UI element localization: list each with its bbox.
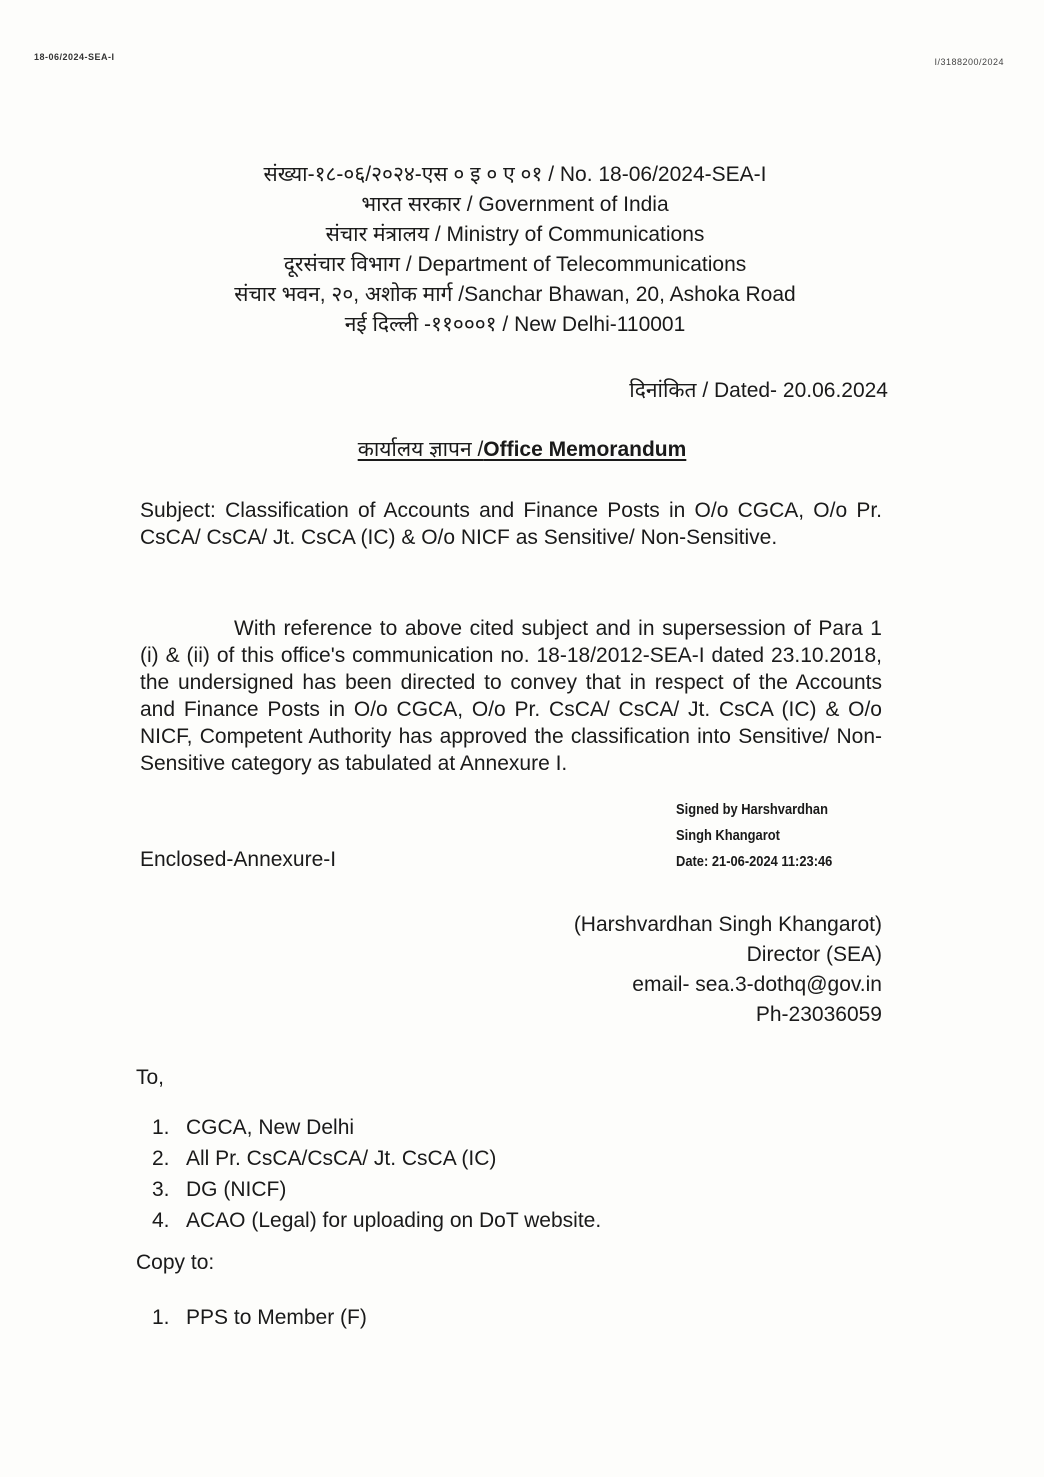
list-item: 4. ACAO (Legal) for uploading on DoT website. bbox=[152, 1209, 602, 1232]
government-line: भारत सरकार / Government of India bbox=[361, 193, 669, 216]
enclosure-note: Enclosed-Annexure-I bbox=[140, 848, 337, 871]
list-item: 2. All Pr. CsCA/CsCA/ Jt. CsCA (IC) bbox=[152, 1147, 497, 1170]
file-number: संख्या-१८-०६/२०२४-एस ० इ ० ए ०१ / No. 18-06/2024-SEA-I bbox=[263, 163, 767, 186]
copy-to-list bbox=[152, 1302, 367, 1333]
title-english: Office Memorandum bbox=[483, 438, 687, 461]
letterhead bbox=[140, 160, 890, 340]
body-paragraph: With reference to above cited subject and in supersession of Para 1 (i) & (ii) of this office's communication no. 18-18/2012-SEA-I dated 23.10.2018, the undersigned has been directed to convey that in respect of the Accounts and Finance Posts in O/o CGCA, O/o Pr. CsCA/ CsCA/ Jt. CsCA (IC) & O/o NICF, Competent Authority has approved the classification into Sensitive/ Non-Sensitive category as tabulated at Annexure I. bbox=[140, 617, 882, 775]
ministry-line: संचार मंत्रालय / Ministry of Communications bbox=[325, 223, 705, 246]
list-item: 1. PPS to Member (F) bbox=[152, 1306, 367, 1329]
city-line: नई दिल्ली -११०००१ / New Delhi-110001 bbox=[344, 313, 686, 336]
subject-paragraph: Subject: Classification of Accounts and Finance Posts in O/o CGCA, O/o Pr. CsCA/ CsCA/ Jt. CsCA (IC) & O/o NICF as Sensitive/ Non-Sensitive. bbox=[140, 499, 882, 549]
signatory-phone: Ph-23036059 bbox=[755, 1003, 882, 1026]
file-reference-top-left: 18-06/2024-SEA-I bbox=[34, 52, 115, 62]
to-label: To, bbox=[136, 1066, 165, 1089]
list-item: 1. CGCA, New Delhi bbox=[152, 1116, 355, 1139]
signature-date: Date: 21-06-2024 11:23:46 bbox=[676, 853, 833, 870]
date-line: दिनांकित / Dated- 20.06.2024 bbox=[629, 379, 888, 402]
copy-to-label: Copy to: bbox=[136, 1251, 215, 1274]
signatory-name: (Harshvardhan Singh Khangarot) bbox=[573, 913, 882, 936]
recipient-list bbox=[152, 1112, 601, 1236]
signatory-designation: Director (SEA) bbox=[746, 943, 882, 966]
digital-signature-stamp bbox=[676, 797, 832, 875]
signatory-block bbox=[574, 910, 882, 1030]
address-line: संचार भवन, २०, अशोक मार्ग /Sanchar Bhawan, 20, Ashoka Road bbox=[234, 283, 796, 306]
signatory-email: email- sea.3-dothq@gov.in bbox=[632, 973, 882, 996]
signature-line-2: Singh Khangarot bbox=[676, 827, 780, 844]
department-line: दूरसंचार विभाग / Department of Telecommunications bbox=[283, 253, 747, 276]
document-title bbox=[0, 435, 1044, 463]
list-item: 3. DG (NICF) bbox=[152, 1178, 287, 1201]
file-reference-top-right: I/3188200/2024 bbox=[934, 57, 1004, 67]
signature-line-1: Signed by Harshvardhan bbox=[676, 801, 828, 818]
title-hindi: कार्यालय ज्ञापन / bbox=[357, 438, 484, 461]
